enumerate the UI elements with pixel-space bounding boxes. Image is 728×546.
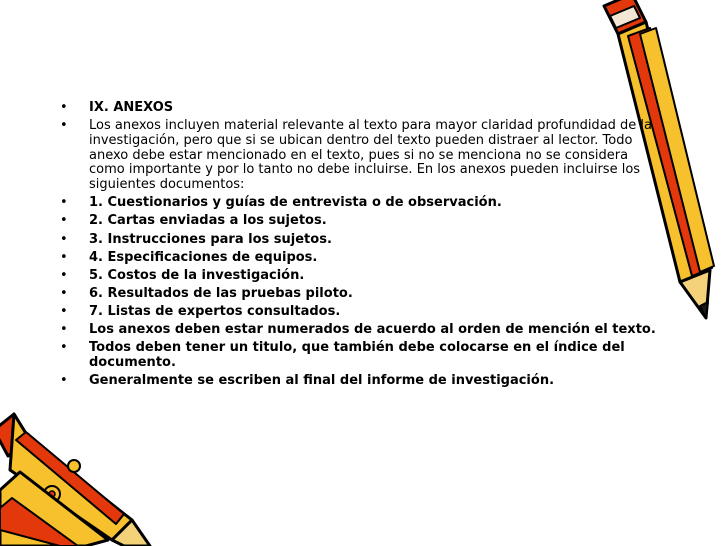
- bullet-marker: •: [60, 267, 68, 283]
- bullet-marker: •: [60, 249, 68, 265]
- list-item: [60, 374, 660, 389]
- list-item-text: 1. Cuestionarios y guías de entrevista o de observación.: [89, 195, 502, 211]
- bullet-marker: •: [60, 340, 68, 356]
- list-item-text: Generalmente se escriben al final del informe de investigación.: [89, 373, 555, 389]
- list-item-text: IX. ANEXOS: [89, 100, 174, 115]
- content-area: [60, 101, 660, 392]
- pencil-bottom-left: [0, 414, 150, 546]
- list-item-text: Los anexos deben estar numerados de acuerdo al orden de mención el texto.: [89, 322, 656, 338]
- bullet-marker: •: [60, 213, 68, 229]
- list-item-text: 5. Costos de la investigación.: [89, 267, 305, 283]
- bullet-marker: •: [60, 373, 68, 389]
- bullet-list: [60, 101, 660, 389]
- list-item-text: 4. Especificaciones de equipos.: [89, 249, 318, 265]
- list-item: [60, 323, 660, 338]
- list-item: [60, 101, 660, 116]
- bullet-marker: •: [60, 195, 68, 211]
- bullet-marker: •: [60, 322, 68, 338]
- list-item: [60, 305, 660, 320]
- list-item-text: 7. Listas de expertos consultados.: [89, 303, 341, 319]
- list-item-text: Los anexos incluyen material relevante al texto para mayor claridad profundidad de la investigación, pero que si se ubican dentro del texto pueden distraer al lector. Todo anexo debe estar mencionado en el texto, pues si no se menciona no se considera como importante y por lo tanto no debe incluirse. En los anexos pueden incluirse los siguientes documentos:: [89, 118, 652, 193]
- list-item-text: Todos deben tener un titulo, que también debe colocarse en el índice del documento.: [89, 340, 625, 370]
- list-item: [60, 269, 660, 284]
- bullet-marker: •: [60, 231, 68, 247]
- bullet-marker: •: [60, 303, 68, 319]
- bullet-marker: •: [60, 285, 68, 301]
- bullet-marker: •: [60, 118, 68, 134]
- list-item-text: 2. Cartas enviadas a los sujetos.: [89, 213, 327, 229]
- bullet-marker: •: [60, 100, 68, 115]
- list-item: [60, 214, 660, 229]
- list-item: [60, 287, 660, 302]
- list-item-text: 3. Instrucciones para los sujetos.: [89, 231, 332, 247]
- list-item-text: 6. Resultados de las pruebas piloto.: [89, 285, 353, 301]
- list-item: [60, 196, 660, 211]
- list-item: [60, 233, 660, 248]
- list-item: [60, 119, 660, 193]
- list-item: [60, 341, 660, 371]
- list-item: [60, 251, 660, 266]
